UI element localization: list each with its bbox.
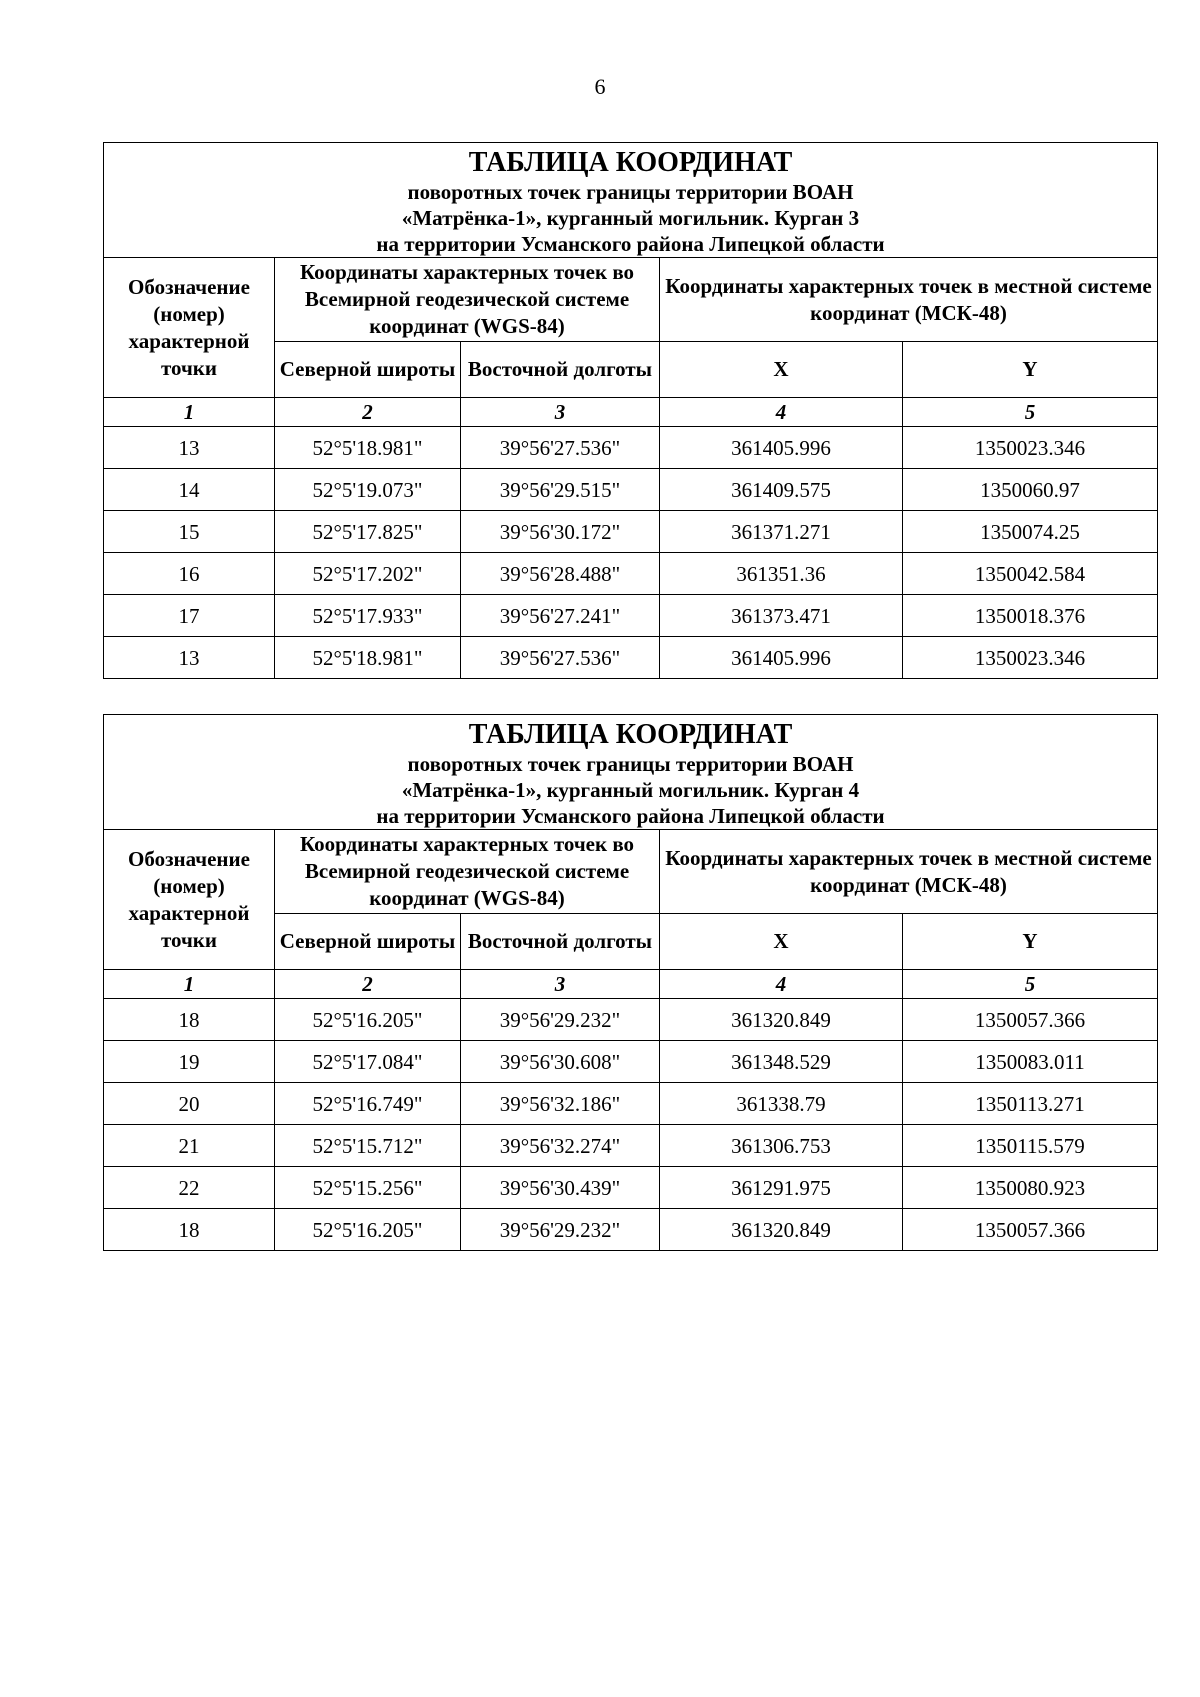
- column-number: 4: [660, 398, 903, 427]
- cell-longitude: 39°56'32.274": [461, 1125, 660, 1167]
- column-number: 5: [903, 398, 1158, 427]
- cell-x: 361320.849: [660, 1209, 903, 1251]
- header-x: X: [660, 342, 903, 398]
- header-y: Y: [903, 342, 1158, 398]
- table-subtitle-line: поворотных точек границы территории ВОАН: [407, 180, 854, 204]
- cell-point: 21: [104, 1125, 275, 1167]
- cell-x: 361348.529: [660, 1041, 903, 1083]
- table-row: [104, 1083, 1158, 1125]
- table-row: [104, 1041, 1158, 1083]
- table-row: [104, 999, 1158, 1041]
- table-subtitle-line: на территории Усманского района Липецкой области: [376, 232, 885, 256]
- table-row: [104, 1167, 1158, 1209]
- cell-latitude: 52°5'16.205": [275, 1209, 461, 1251]
- cell-longitude: 39°56'29.232": [461, 1209, 660, 1251]
- cell-point: 17: [104, 595, 275, 637]
- column-number: 3: [461, 970, 660, 999]
- table-row: [104, 1125, 1158, 1167]
- cell-longitude: 39°56'27.241": [461, 595, 660, 637]
- cell-point: 15: [104, 511, 275, 553]
- cell-latitude: 52°5'17.084": [275, 1041, 461, 1083]
- header-east-longitude: Восточной долготы: [461, 342, 660, 398]
- cell-y: 1350023.346: [903, 427, 1158, 469]
- cell-x: 361409.575: [660, 469, 903, 511]
- cell-latitude: 52°5'16.205": [275, 999, 461, 1041]
- cell-y: 1350115.579: [903, 1125, 1158, 1167]
- cell-latitude: 52°5'15.712": [275, 1125, 461, 1167]
- coordinates-table-kurgan-3: [103, 142, 1158, 679]
- header-point-designation: Обозначение (номер) характерной точки: [104, 258, 275, 398]
- cell-longitude: 39°56'32.186": [461, 1083, 660, 1125]
- cell-x: 361405.996: [660, 427, 903, 469]
- table-row: [104, 553, 1158, 595]
- cell-point: 14: [104, 469, 275, 511]
- cell-x: 361351.36: [660, 553, 903, 595]
- column-number: 2: [275, 970, 461, 999]
- table-subtitle-line: на территории Усманского района Липецкой области: [376, 804, 885, 828]
- table-title: ТАБЛИЦА КООРДИНАТ: [468, 147, 793, 178]
- cell-y: 1350018.376: [903, 595, 1158, 637]
- cell-x: 361373.471: [660, 595, 903, 637]
- cell-longitude: 39°56'29.232": [461, 999, 660, 1041]
- header-y: Y: [903, 914, 1158, 970]
- table-caption: [104, 143, 1158, 258]
- header-east-longitude: Восточной долготы: [461, 914, 660, 970]
- cell-point: 19: [104, 1041, 275, 1083]
- cell-point: 22: [104, 1167, 275, 1209]
- header-north-latitude: Северной широты: [275, 342, 461, 398]
- column-number: 1: [104, 398, 275, 427]
- cell-y: 1350057.366: [903, 999, 1158, 1041]
- table-row: [104, 469, 1158, 511]
- table-row: [104, 595, 1158, 637]
- page-number: 6: [594, 74, 606, 99]
- cell-longitude: 39°56'30.608": [461, 1041, 660, 1083]
- cell-latitude: 52°5'15.256": [275, 1167, 461, 1209]
- column-number: 2: [275, 398, 461, 427]
- table-row: [104, 1209, 1158, 1251]
- table-row: [104, 637, 1158, 679]
- cell-point: 18: [104, 999, 275, 1041]
- column-numbers-row: [104, 398, 1158, 427]
- cell-point: 13: [104, 427, 275, 469]
- cell-x: 361291.975: [660, 1167, 903, 1209]
- header-wgs84-coordinates: Координаты характерных точек во Всемирной геодезической системе координат (WGS-84): [275, 830, 660, 914]
- cell-point: 13: [104, 637, 275, 679]
- header-wgs84-coordinates: Координаты характерных точек во Всемирной геодезической системе координат (WGS-84): [275, 258, 660, 342]
- table-subtitle-line: «Матрёнка-1», курганный могильник. Курган 4: [401, 778, 860, 802]
- cell-latitude: 52°5'18.981": [275, 637, 461, 679]
- table-title: ТАБЛИЦА КООРДИНАТ: [468, 719, 793, 750]
- cell-latitude: 52°5'19.073": [275, 469, 461, 511]
- cell-y: 1350060.97: [903, 469, 1158, 511]
- cell-longitude: 39°56'28.488": [461, 553, 660, 595]
- cell-longitude: 39°56'27.536": [461, 427, 660, 469]
- cell-point: 16: [104, 553, 275, 595]
- cell-x: 361338.79: [660, 1083, 903, 1125]
- cell-longitude: 39°56'29.515": [461, 469, 660, 511]
- header-point-designation: Обозначение (номер) характерной точки: [104, 830, 275, 970]
- cell-y: 1350083.011: [903, 1041, 1158, 1083]
- column-numbers-row: [104, 970, 1158, 999]
- header-msk48-coordinates: Координаты характерных точек в местной системе координат (МСК-48): [660, 258, 1158, 342]
- cell-point: 20: [104, 1083, 275, 1125]
- cell-longitude: 39°56'30.439": [461, 1167, 660, 1209]
- cell-y: 1350113.271: [903, 1083, 1158, 1125]
- cell-y: 1350074.25: [903, 511, 1158, 553]
- cell-latitude: 52°5'16.749": [275, 1083, 461, 1125]
- cell-latitude: 52°5'17.933": [275, 595, 461, 637]
- cell-latitude: 52°5'17.202": [275, 553, 461, 595]
- header-msk48-coordinates: Координаты характерных точек в местной системе координат (МСК-48): [660, 830, 1158, 914]
- cell-x: 361405.996: [660, 637, 903, 679]
- cell-x: 361306.753: [660, 1125, 903, 1167]
- column-number: 4: [660, 970, 903, 999]
- cell-y: 1350080.923: [903, 1167, 1158, 1209]
- table-row: [104, 427, 1158, 469]
- table-row: [104, 511, 1158, 553]
- coordinates-table-kurgan-4: [103, 714, 1158, 1251]
- cell-y: 1350057.366: [903, 1209, 1158, 1251]
- cell-point: 18: [104, 1209, 275, 1251]
- cell-x: 361320.849: [660, 999, 903, 1041]
- header-x: X: [660, 914, 903, 970]
- column-number: 3: [461, 398, 660, 427]
- header-north-latitude: Северной широты: [275, 914, 461, 970]
- cell-y: 1350023.346: [903, 637, 1158, 679]
- cell-y: 1350042.584: [903, 553, 1158, 595]
- cell-x: 361371.271: [660, 511, 903, 553]
- column-number: 1: [104, 970, 275, 999]
- cell-longitude: 39°56'27.536": [461, 637, 660, 679]
- cell-latitude: 52°5'18.981": [275, 427, 461, 469]
- table-subtitle-line: поворотных точек границы территории ВОАН: [407, 752, 854, 776]
- cell-longitude: 39°56'30.172": [461, 511, 660, 553]
- cell-latitude: 52°5'17.825": [275, 511, 461, 553]
- column-number: 5: [903, 970, 1158, 999]
- table-subtitle-line: «Матрёнка-1», курганный могильник. Курган 3: [401, 206, 860, 230]
- table-caption: [104, 715, 1158, 830]
